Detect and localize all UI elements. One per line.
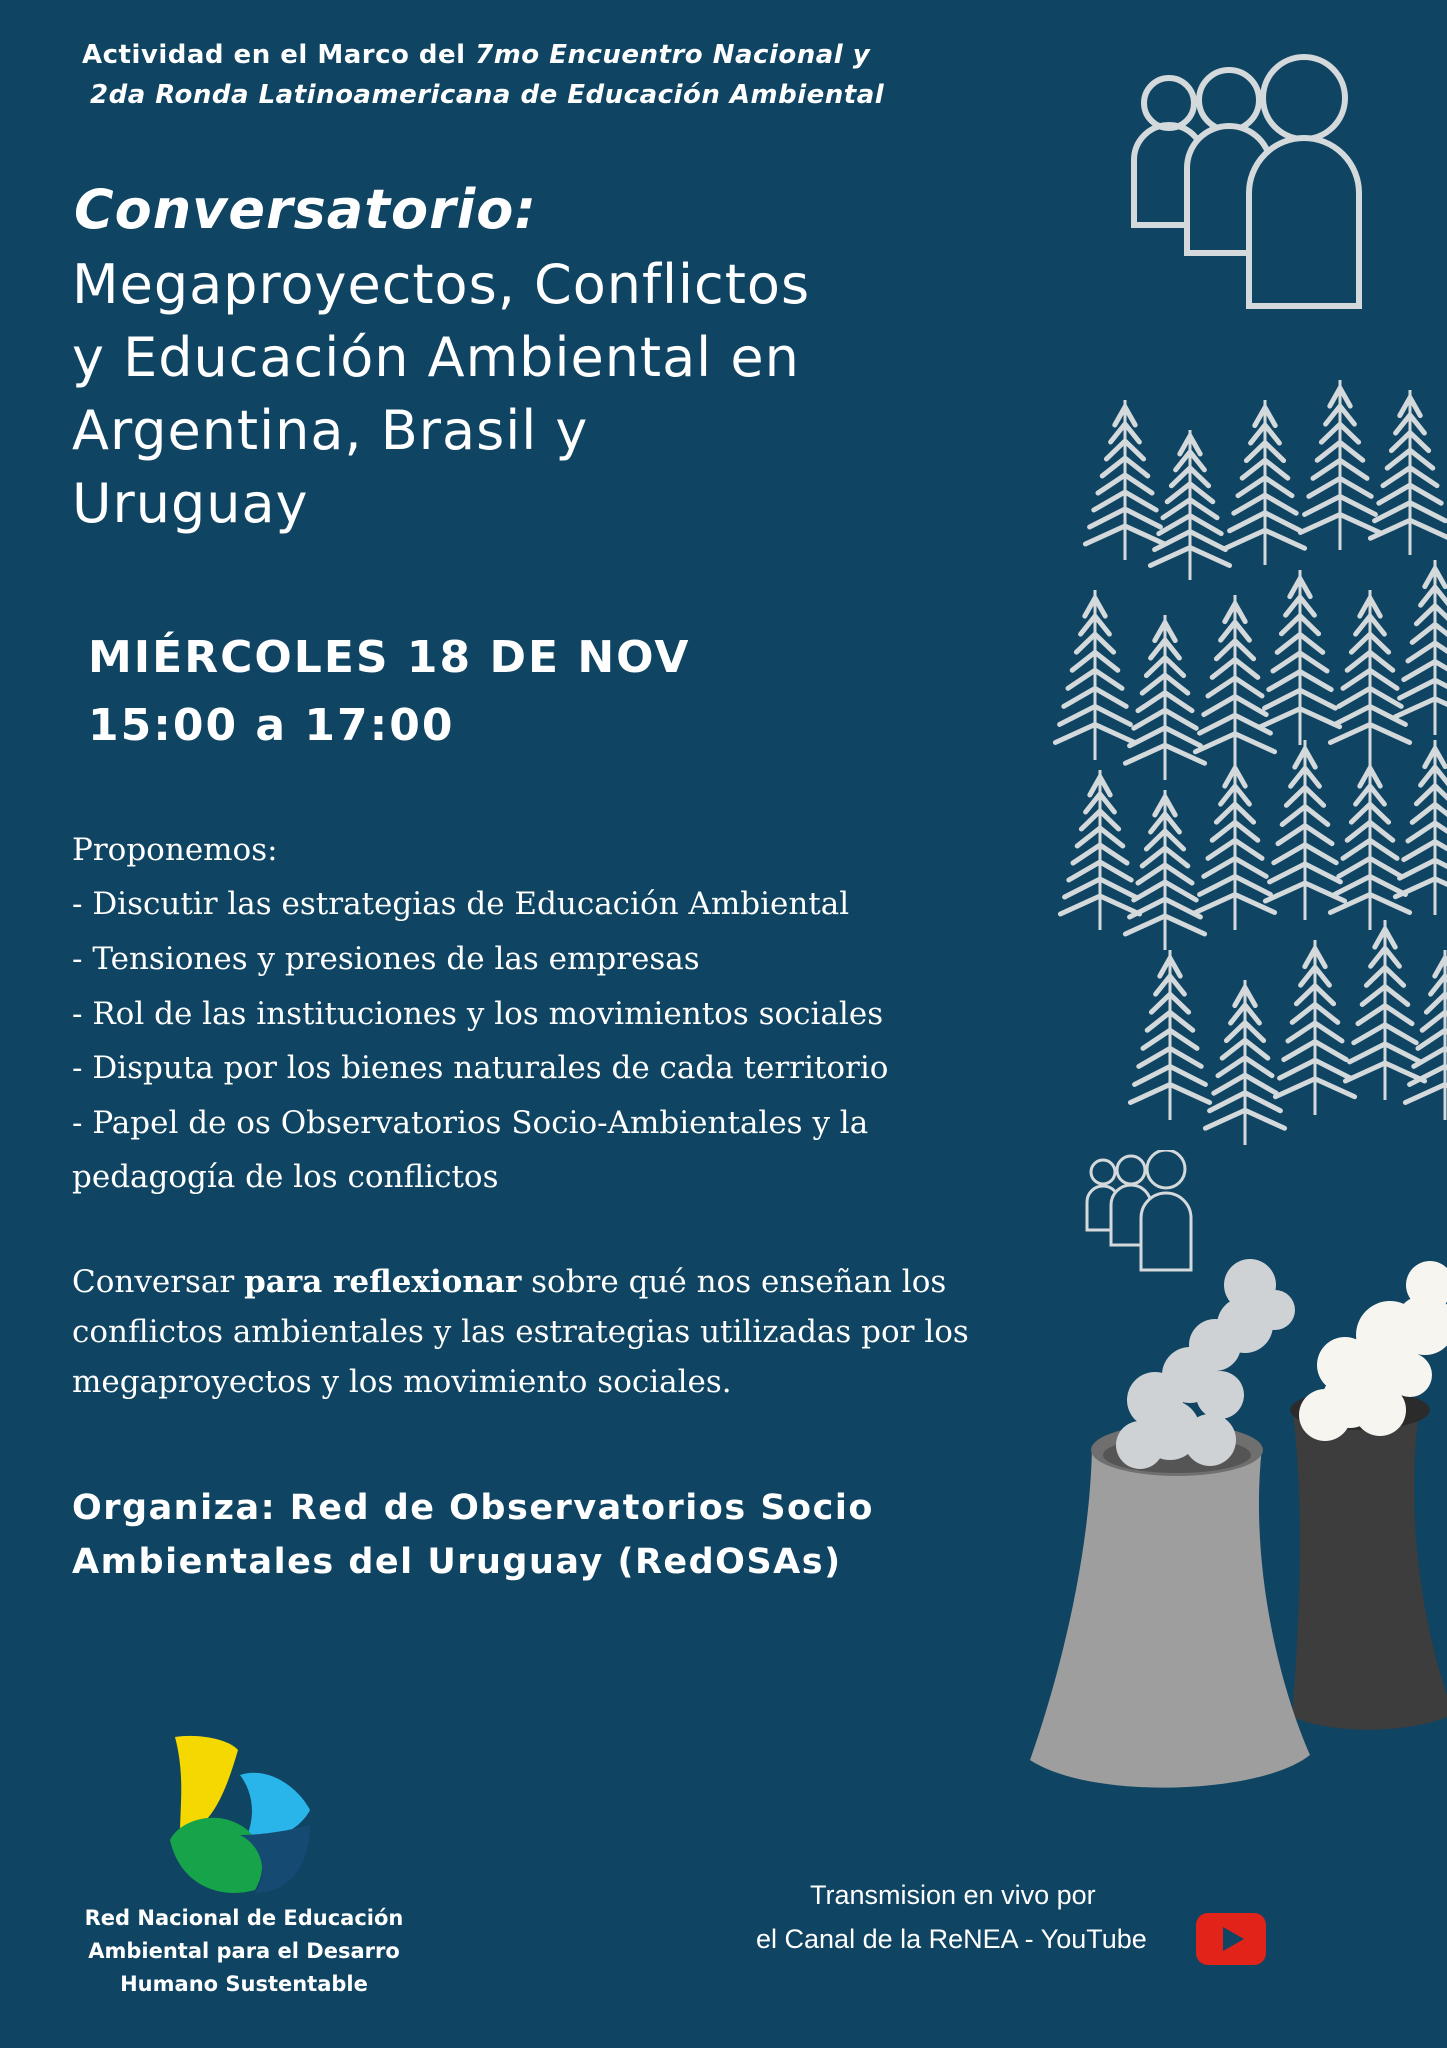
pine-tree-icon [1130, 950, 1209, 1120]
header-line-1-prefix: Actividad en el Marco del [82, 40, 476, 70]
proposal-item: - Discutir las estrategias de Educación Ambiental [72, 886, 850, 922]
title-line-2: y Educación Ambiental en [72, 326, 800, 389]
pine-tree-icon [1300, 380, 1379, 550]
pine-tree-icon [1055, 590, 1134, 760]
header-line-1-italic: 7mo Encuentro Nacional y [475, 40, 871, 70]
people-group-icon [1120, 50, 1380, 315]
proposal-item: - Tensiones y presiones de las empresas [72, 941, 700, 977]
stream-line-2[interactable]: el Canal de la ReNEA - YouTube [756, 1924, 1147, 1954]
logo-text-line-1: Red Nacional de Educación [84, 1906, 404, 1930]
proposal-item: pedagogía de los conflictos [72, 1159, 499, 1195]
title-line-3: Argentina, Brasil y [72, 399, 589, 462]
pine-tree-icon [1125, 615, 1204, 780]
pine-tree-icon [1370, 390, 1447, 555]
logo-text-line-3: Humano Sustentable [120, 1972, 368, 1996]
title-label: Conversatorio: [74, 178, 537, 241]
pine-tree-icon [1125, 790, 1204, 950]
proposals-heading: Proponemos: [72, 832, 278, 868]
pine-tree-icon [1395, 560, 1447, 735]
conversation-bold: para reflexionar [244, 1264, 522, 1300]
conversation-line-1 [72, 1264, 946, 1300]
pine-tree-icon [1260, 570, 1339, 745]
title-line-1: Megaproyectos, Conflictos [72, 253, 811, 316]
logo-text-line-2: Ambiental para el Desarro [88, 1939, 400, 1963]
conversation-line-3: megaproyectos y los movimiento sociales. [72, 1364, 732, 1400]
header-line-2: 2da Ronda Latinoamericana de Educación Ambiental [90, 80, 885, 110]
organizer-line-1: Organiza: Red de Observatorios Socio [72, 1488, 874, 1528]
renea-logo [160, 1735, 320, 1895]
title-line-4: Uruguay [72, 472, 309, 535]
pine-tree-icon [1345, 920, 1424, 1100]
youtube-icon[interactable] [1196, 1913, 1266, 1965]
pine-tree-icon [1085, 400, 1164, 560]
proposal-item: - Papel de os Observatorios Socio-Ambientales y la [72, 1105, 869, 1141]
organizer-line-2: Ambientales del Uruguay (RedOSAs) [72, 1542, 842, 1582]
cooling-towers-icon [1030, 1255, 1447, 1790]
pine-tree-icon [1330, 760, 1409, 930]
pine-tree-icon [1275, 940, 1354, 1115]
proposal-item: - Rol de las instituciones y los movimientos sociales [72, 996, 884, 1032]
conversation-text-b: sobre qué nos enseñan los [521, 1264, 947, 1300]
pine-tree-icon [1060, 770, 1139, 930]
pine-forest-icon [1040, 360, 1447, 1150]
event-time: 15:00 a 17:00 [88, 700, 455, 751]
pine-tree-icon [1205, 980, 1284, 1145]
pine-tree-icon [1330, 590, 1409, 760]
pine-tree-icon [1195, 760, 1274, 930]
header-line-1 [82, 40, 870, 70]
stream-line-1: Transmision en vivo por [810, 1880, 1096, 1910]
pine-tree-icon [1395, 740, 1447, 915]
event-date: MIÉRCOLES 18 DE NOV [88, 632, 691, 683]
pine-tree-icon [1405, 950, 1447, 1120]
conversation-line-2: conflictos ambientales y las estrategias utilizadas por los [72, 1314, 969, 1350]
pine-tree-icon [1225, 400, 1304, 565]
conversation-text-a: Conversar [72, 1264, 245, 1300]
pine-tree-icon [1150, 430, 1229, 580]
pine-tree-icon [1195, 595, 1274, 770]
proposal-item: - Disputa por los bienes naturales de cada territorio [72, 1050, 889, 1086]
